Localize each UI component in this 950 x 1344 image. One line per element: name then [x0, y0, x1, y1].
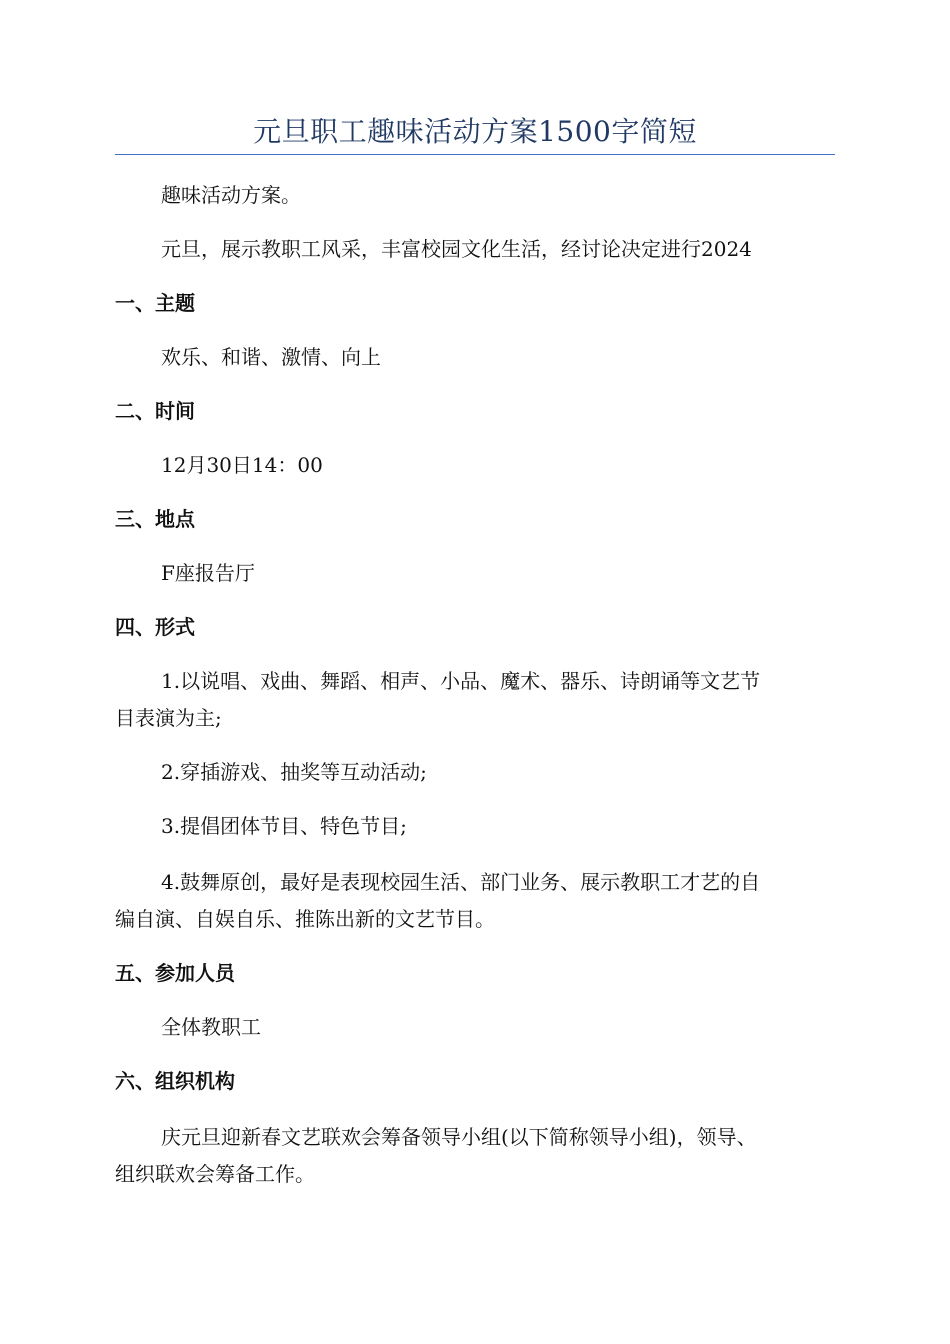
section-heading-format: 四、形式	[115, 615, 195, 639]
organization-paragraph-line-2: 组织联欢会筹备工作。	[115, 1162, 315, 1186]
format-item-3: 3.提倡团体节目、特色节目;	[161, 814, 407, 838]
intro-paragraph: 趣味活动方案。	[161, 183, 301, 207]
section-body-time: 12月30日14：00	[161, 453, 323, 477]
section-heading-time: 二、时间	[115, 399, 195, 423]
section-heading-participants: 五、参加人员	[115, 961, 235, 985]
format-item-2: 2.穿插游戏、抽奖等互动活动;	[161, 760, 427, 784]
section-body-theme: 欢乐、和谐、激情、向上	[161, 345, 381, 369]
section-body-participants: 全体教职工	[161, 1015, 261, 1039]
format-item-4-line-2: 编自演、自娱自乐、推陈出新的文艺节目。	[115, 907, 495, 931]
format-item-1-line-1: 1.以说唱、戏曲、舞蹈、相声、小品、魔术、器乐、诗朗诵等文艺节	[161, 669, 761, 693]
opening-paragraph: 元旦，展示教职工风采，丰富校园文化生活，经讨论决定进行2024	[161, 237, 752, 261]
section-heading-location: 三、地点	[115, 507, 195, 531]
section-body-location: F座报告厅	[161, 561, 255, 585]
section-heading-theme: 一、主题	[115, 291, 195, 315]
title-underline	[115, 154, 835, 155]
format-item-4-line-1: 4.鼓舞原创，最好是表现校园生活、部门业务、展示教职工才艺的自	[161, 870, 761, 894]
organization-paragraph-line-1: 庆元旦迎新春文艺联欢会筹备领导小组(以下简称领导小组)，领导、	[161, 1125, 757, 1149]
format-item-1-line-2: 目表演为主;	[115, 706, 222, 730]
document-title: 元旦职工趣味活动方案1500字简短	[253, 115, 697, 148]
section-heading-organization: 六、组织机构	[115, 1069, 235, 1093]
